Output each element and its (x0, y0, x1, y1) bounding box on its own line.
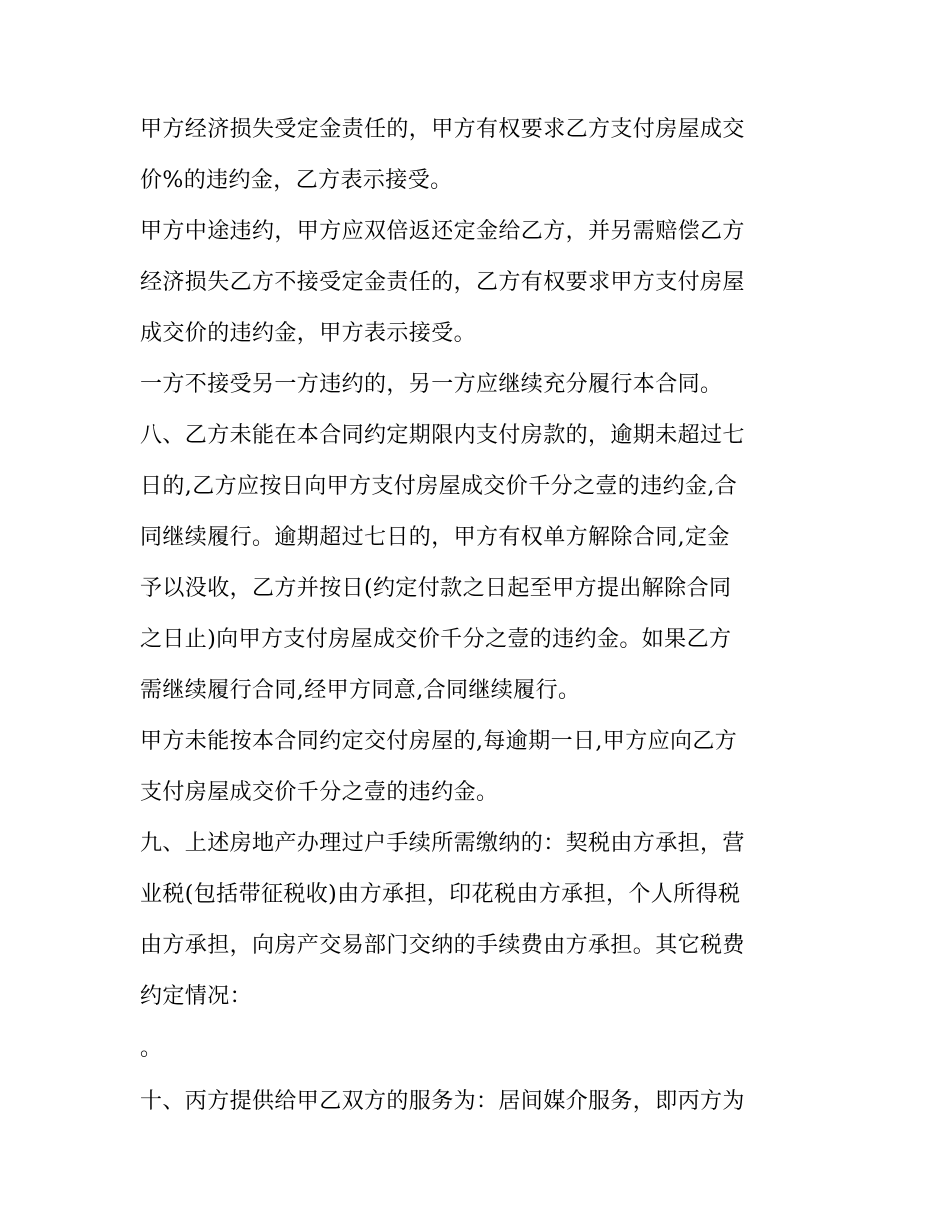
clause-nine-line: 九、上述房地产办理过户手续所需缴纳的：契税由方承担，营 (140, 831, 745, 856)
text-line: 予以没收，乙方并按日(约定付款之日起至甲方提出解除合同 (140, 576, 732, 601)
text-line: 甲方经济损失受定金责任的，甲方有权要求乙方支付房屋成交 (140, 117, 745, 142)
text-line: 需继续履行合同,经甲方同意,合同继续履行。 (140, 678, 581, 703)
text-line: 支付房屋成交价千分之壹的违约金。 (140, 780, 499, 805)
text-line: 甲方未能按本合同约定交付房屋的,每逾期一日,甲方应向乙方 (140, 729, 738, 754)
clause-eight-line: 八、乙方未能在本合同约定期限内支付房款的，逾期未超过七 (140, 423, 745, 448)
text-line: 甲方中途违约，甲方应双倍返还定金给乙方，并另需赔偿乙方 (140, 219, 745, 244)
text-line: 经济损失乙方不接受定金责任的，乙方有权要求甲方支付房屋 (140, 270, 745, 295)
text-line: 成交价的违约金，甲方表示接受。 (140, 321, 477, 346)
text-line: 业税(包括带征税收)由方承担，印花税由方承担，个人所得税 (140, 882, 741, 907)
text-line: 同继续履行。逾期超过七日的，甲方有权单方解除合同,定金 (140, 525, 730, 550)
text-line: 之日止)向甲方支付房屋成交价千分之壹的违约金。如果乙方 (140, 627, 732, 652)
text-line: 日的,乙方应按日向甲方支付房屋成交价千分之壹的违约金,合 (140, 474, 738, 499)
text-line: 一方不接受另一方违约的，另一方应继续充分履行本合同。 (140, 372, 723, 397)
text-line: 约定情况： (140, 984, 253, 1009)
text-line: 。 (140, 1036, 163, 1061)
text-line: 价%的违约金，乙方表示接受。 (140, 168, 453, 193)
clause-ten-line: 十、丙方提供给甲乙双方的服务为：居间媒介服务，即丙方为 (140, 1089, 745, 1114)
contract-text (140, 104, 820, 1127)
text-line: 由方承担，向房产交易部门交纳的手续费由方承担。其它税费 (140, 933, 745, 958)
